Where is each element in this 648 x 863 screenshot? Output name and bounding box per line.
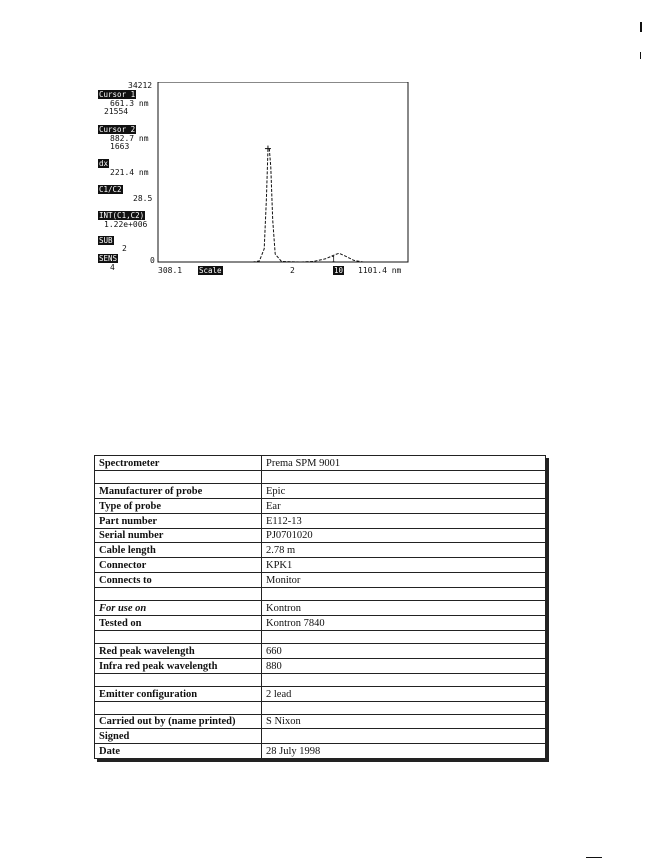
field-value xyxy=(262,588,546,601)
field-value: Monitor xyxy=(262,573,546,588)
field-label: Spectrometer xyxy=(95,456,262,471)
cursor-1-label: Cursor 1 xyxy=(99,90,136,99)
field-value xyxy=(262,630,546,643)
marker-1-label: 1 xyxy=(331,255,336,264)
scale-readout xyxy=(198,267,223,275)
sens-value: 4 xyxy=(110,263,115,272)
scan-mark xyxy=(640,52,641,59)
field-label xyxy=(95,630,262,643)
sens-label: SENS xyxy=(99,254,118,263)
table-spacer-row xyxy=(95,630,546,643)
spectrum-curve xyxy=(158,149,408,262)
field-label: Cable length xyxy=(95,543,262,558)
table-row xyxy=(95,729,546,744)
dx-value: 221.4 nm xyxy=(110,168,149,177)
field-label: Connects to xyxy=(95,573,262,588)
field-value: 28 July 1998 xyxy=(262,744,546,759)
spectrum-display xyxy=(96,82,416,278)
dx-label: dx xyxy=(99,159,109,168)
table-spacer-row xyxy=(95,701,546,714)
field-value: Epic xyxy=(262,483,546,498)
sens-readout xyxy=(98,255,118,263)
scan-mark xyxy=(640,22,642,32)
cursor-2-readout xyxy=(98,126,136,134)
table-row xyxy=(95,616,546,631)
cursor-2-count: 1663 xyxy=(110,142,130,151)
field-label xyxy=(95,673,262,686)
integral-value: 1.22e+006 xyxy=(104,220,148,229)
table-spacer-row xyxy=(95,470,546,483)
x-min-label: 308.1 xyxy=(158,266,183,275)
x-max-label: 1101.4 nm xyxy=(358,266,402,275)
table-row xyxy=(95,686,546,701)
cursor-1-marker xyxy=(265,146,271,152)
field-label xyxy=(95,470,262,483)
cursor-2-value: 882.7 nm xyxy=(110,134,149,143)
table-spacer-row xyxy=(95,588,546,601)
integral-readout xyxy=(98,212,145,220)
field-label xyxy=(95,701,262,714)
field-value: 2 lead xyxy=(262,686,546,701)
field-label: Infra red peak wavelength xyxy=(95,658,262,673)
field-label: Signed xyxy=(95,729,262,744)
dx-readout xyxy=(98,160,109,168)
y-min-label: 0 xyxy=(150,256,155,265)
probe-test-table xyxy=(94,455,546,759)
field-value xyxy=(262,470,546,483)
field-label: Serial number xyxy=(95,528,262,543)
table-row xyxy=(95,643,546,658)
field-label: Manufacturer of probe xyxy=(95,483,262,498)
scan-mark xyxy=(586,857,602,858)
ratio-label: C1/C2 xyxy=(99,185,122,194)
table-row xyxy=(95,513,546,528)
marker-10-readout xyxy=(333,267,344,275)
field-label: Part number xyxy=(95,513,262,528)
field-label: Date xyxy=(95,744,262,759)
table-row xyxy=(95,744,546,759)
field-value: Kontron 7840 xyxy=(262,616,546,631)
cursor-1-value: 661.3 nm xyxy=(110,99,149,108)
table-row xyxy=(95,483,546,498)
field-value: S Nixon xyxy=(262,714,546,729)
sub-readout xyxy=(98,237,114,245)
y-max-label: 34212 xyxy=(128,81,153,90)
field-label: Carried out by (name printed) xyxy=(95,714,262,729)
field-label: Tested on xyxy=(95,616,262,631)
field-label: Emitter configuration xyxy=(95,686,262,701)
table-row xyxy=(95,573,546,588)
table-row xyxy=(95,714,546,729)
table-row xyxy=(95,601,546,616)
field-label: Red peak wavelength xyxy=(95,643,262,658)
spectrum-plot xyxy=(96,82,416,278)
field-label: For use on xyxy=(95,601,262,616)
table-row xyxy=(95,456,546,471)
field-label: Connector xyxy=(95,558,262,573)
scale-label: Scale xyxy=(199,266,222,275)
integral-label: INT(C1,C2) xyxy=(99,211,145,220)
plot-frame xyxy=(158,82,408,262)
table-row xyxy=(95,543,546,558)
field-label xyxy=(95,588,262,601)
table-row xyxy=(95,498,546,513)
field-value: Prema SPM 9001 xyxy=(262,456,546,471)
field-value: Ear xyxy=(262,498,546,513)
field-value: 880 xyxy=(262,658,546,673)
field-value xyxy=(262,729,546,744)
table-row xyxy=(95,528,546,543)
field-label: Type of probe xyxy=(95,498,262,513)
probe-test-table-body xyxy=(95,456,546,759)
table-row xyxy=(95,658,546,673)
marker-2-label: 2 xyxy=(290,266,295,275)
table-spacer-row xyxy=(95,673,546,686)
sub-label: SUB xyxy=(99,236,113,245)
ratio-value: 28.5 xyxy=(133,194,153,203)
field-value xyxy=(262,701,546,714)
field-value: 660 xyxy=(262,643,546,658)
table-row xyxy=(95,558,546,573)
cursor-1-readout xyxy=(98,91,136,99)
field-value: Kontron xyxy=(262,601,546,616)
sub-value: 2 xyxy=(122,244,127,253)
field-value: E112-13 xyxy=(262,513,546,528)
field-value xyxy=(262,673,546,686)
cursor-1-count: 21554 xyxy=(104,107,129,116)
marker-10-label: 10 xyxy=(334,266,344,275)
cursor-2-label: Cursor 2 xyxy=(99,125,136,134)
field-value: KPK1 xyxy=(262,558,546,573)
field-value: 2.78 m xyxy=(262,543,546,558)
field-value: PJ0701020 xyxy=(262,528,546,543)
ratio-readout xyxy=(98,186,123,194)
